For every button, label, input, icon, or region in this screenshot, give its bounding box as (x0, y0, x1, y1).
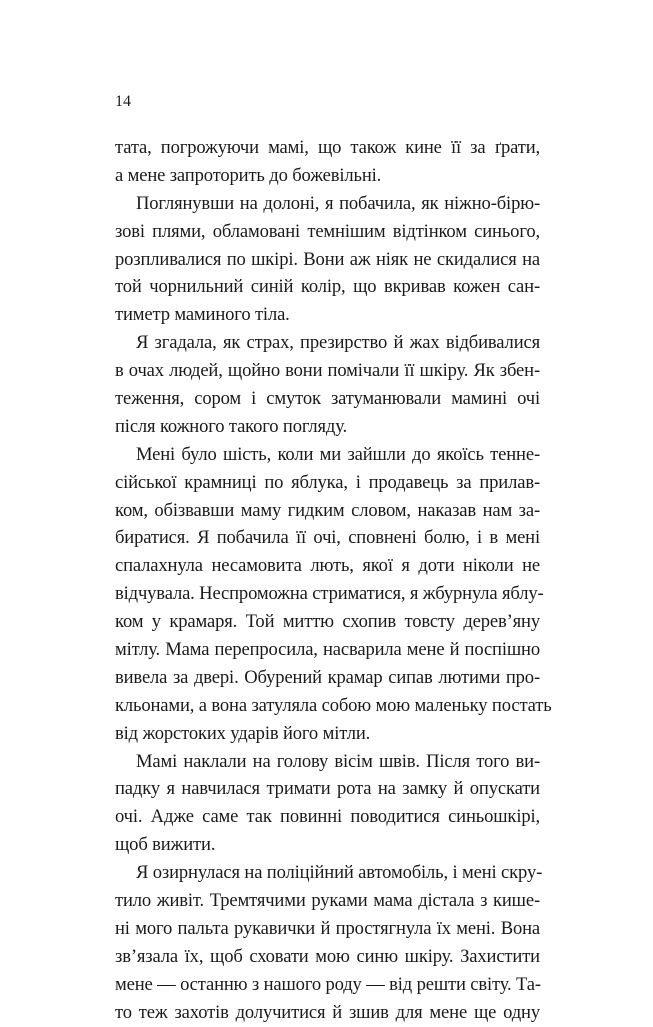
paragraph (115, 859, 543, 1026)
text-line: зв’язала їх, щоб сховати мою синю шкіру. Захистити (115, 945, 540, 967)
page-number: 14 (115, 93, 131, 110)
paragraph (115, 329, 540, 441)
text-line: зові плями, обламовані темнішим відтінком синього, (115, 220, 540, 242)
text-line: тиметр маминого тіла. (115, 304, 290, 326)
text-line: тата, погрожуючи мамі, що також кине її за ґрати, (115, 137, 540, 158)
text-line: мене — останню з нашого роду — від решти світу. Та- (115, 973, 541, 995)
paragraph (115, 190, 540, 329)
text-line: ком у крамаря. Той миттю схопив товсту дерев’яну (115, 611, 540, 633)
text-line: падку я навчилася тримати рота на замку й опускати (115, 778, 540, 800)
text-line: очі. Адже саме так повинні поводитися синьошкірі, (115, 806, 540, 828)
text-line: то теж захотів долучитися й зшив для мене ще одну (115, 1001, 540, 1023)
text-line: після кожного такого погляду. (115, 415, 348, 437)
paragraph (115, 134, 540, 190)
text-line: теження, сором і смуток затуманювали мамині очі (115, 388, 540, 410)
paragraph (115, 441, 552, 748)
text-line: ні мого пальта рукавички й простягнула їх мені. Вона (115, 917, 540, 939)
text-line: спалахнула несамовита лють, якої я доти ніколи не (115, 555, 540, 577)
text-line: сійської крамниці по яблука, і продавець за прилав- (115, 471, 540, 493)
text-line: Поглянувши на долоні, я побачила, як ніжно-бірю- (136, 192, 540, 214)
text-line: той чорнильний синій колір, що вкривав кожен сан- (115, 276, 540, 298)
text-line: Я озирнулася на поліційний автомобіль, і мені скру- (136, 862, 543, 884)
text-line: відчувала. Неспроможна стриматися, я жбурнула яблу- (115, 583, 544, 605)
text-line: а мене запроторить до божевільні. (115, 164, 382, 186)
text-line: щоб вижити. (115, 834, 216, 856)
text-line: Мамі наклали на голову вісім швів. Після того ви- (136, 750, 540, 772)
text-line: розпливалися по шкірі. Вони аж ніяк не скидалися на (115, 248, 540, 270)
text-line: в очах людей, щойно вони помічали її шкіру. Як збен- (115, 360, 540, 382)
text-line: мітлу. Мама перепросила, насварила мене й поспішно (115, 639, 540, 661)
text-line: биратися. Я побачила її очі, сповнені болю, і в мені (115, 527, 540, 549)
text-line: Я згадала, як страх, презирство й жах відбивалися (136, 332, 540, 354)
text-line: кльонами, а вона затуляла собою мою маленьку постать (115, 694, 552, 716)
text-line: тило живіт. Тремтячими руками мама дістала з кише- (115, 890, 540, 912)
text-line: Мені було шість, коли ми зайшли до якоїсь теннe- (136, 443, 540, 465)
paragraph (115, 748, 540, 860)
text-line: від жорстоких ударів його мітли. (115, 722, 371, 744)
body-text (115, 134, 552, 1027)
text-line: ком, обізвавши маму гидким словом, наказав нам за- (115, 499, 540, 521)
text-line: вивела за двері. Обурений крамар сипав лютими про- (115, 666, 540, 688)
